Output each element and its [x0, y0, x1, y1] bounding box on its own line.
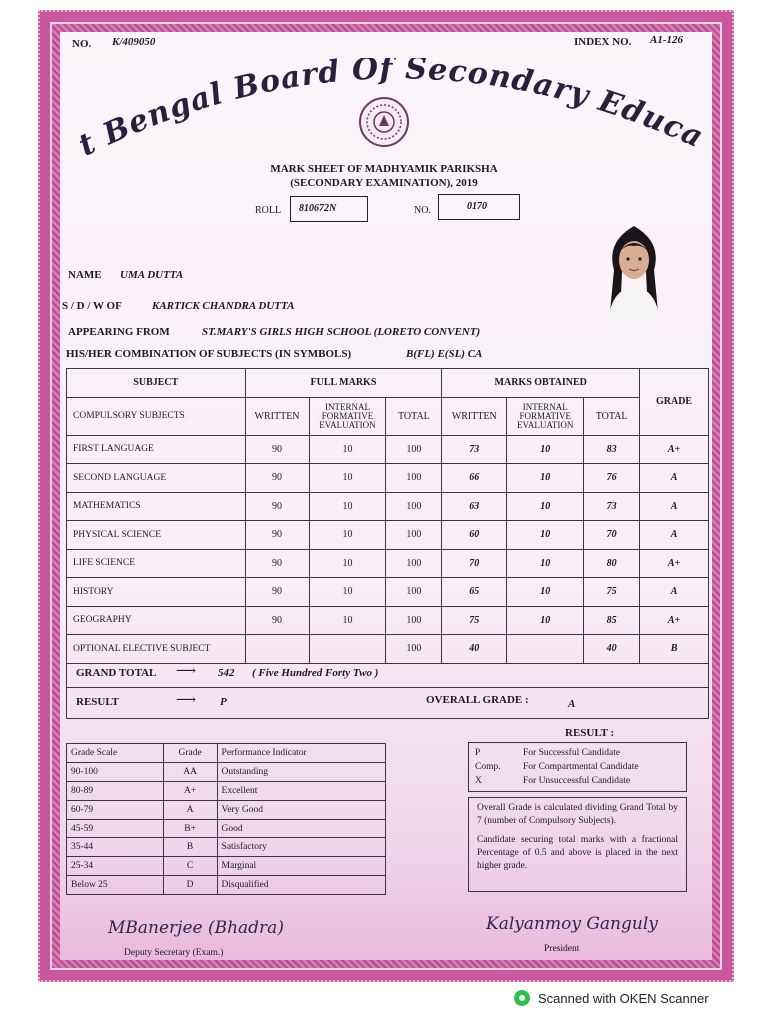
- marks-obtained-header: MARKS OBTAINED: [442, 369, 640, 398]
- grade: A: [640, 464, 709, 493]
- grand-total-label: GRAND TOTAL: [76, 667, 157, 679]
- deputy-secretary-signature: MBanerjee (Bhadra): [108, 918, 284, 938]
- fm-internal-header: INTERNAL FORMATIVE EVALUATION: [309, 397, 386, 435]
- scale-indicator: Marginal: [217, 857, 385, 876]
- roll-no-label: NO.: [414, 205, 431, 216]
- subject-name: LIFE SCIENCE: [67, 549, 246, 578]
- mo-internal: 10: [507, 435, 584, 464]
- grade: A+: [640, 549, 709, 578]
- legend-meaning: For Successful Candidate: [523, 748, 621, 758]
- fm-written: 90: [245, 549, 309, 578]
- mo-internal: 10: [507, 549, 584, 578]
- note-rounding: Candidate securing total marks with a fractional Percentage of 0.5 and above is placed in the next higher grade.: [477, 835, 678, 871]
- subject-name: MATHEMATICS: [67, 492, 246, 521]
- fm-internal: 10: [309, 492, 386, 521]
- fm-internal: 10: [309, 521, 386, 550]
- marks-table: [66, 368, 709, 664]
- grade-scale-row: [67, 781, 386, 800]
- grade: B: [640, 635, 709, 664]
- roll-no-value: 0170: [438, 194, 520, 220]
- grand-total-words: ( Five Hundred Forty Two ): [252, 667, 379, 679]
- grade: A: [640, 492, 709, 521]
- legend-item: [475, 774, 680, 788]
- scale-grade: B+: [163, 819, 217, 838]
- table-header-row: [67, 369, 709, 398]
- subject-name: FIRST LANGUAGE: [67, 435, 246, 464]
- scale-grade: D: [163, 876, 217, 895]
- president-caption: President: [544, 944, 580, 954]
- legend-meaning: For Unsuccessful Candidate: [523, 776, 631, 786]
- board-title-text: t Bengal Board Of Secondary Educa: [73, 58, 709, 164]
- result-arrow: ⟶: [176, 693, 197, 708]
- grade-head: Grade: [163, 744, 217, 763]
- mo-written: 60: [442, 521, 507, 550]
- fm-total: 100: [386, 549, 442, 578]
- scanner-logo-icon: [514, 990, 530, 1006]
- name-value: UMA DUTTA: [120, 269, 184, 281]
- table-row: [67, 492, 709, 521]
- fm-written: 90: [245, 464, 309, 493]
- subject-name: SECOND LANGUAGE: [67, 464, 246, 493]
- scale-indicator: Satisfactory: [217, 838, 385, 857]
- fm-total: 100: [386, 435, 442, 464]
- deputy-secretary-caption: Deputy Secretary (Exam.): [124, 948, 224, 958]
- legend-code: Comp.: [475, 762, 501, 772]
- mo-internal: 10: [507, 606, 584, 635]
- scale-range: Below 25: [67, 876, 164, 895]
- name-label: NAME: [68, 269, 102, 281]
- compulsory-subjects-header: COMPULSORY SUBJECTS: [67, 397, 246, 435]
- scale-grade: B: [163, 838, 217, 857]
- table-row: [67, 549, 709, 578]
- mo-written: 70: [442, 549, 507, 578]
- fm-internal: 10: [309, 464, 386, 493]
- fm-total: 100: [386, 578, 442, 607]
- mo-total: 40: [584, 635, 640, 664]
- grade: A+: [640, 606, 709, 635]
- fm-internal: 10: [309, 578, 386, 607]
- fm-internal: 10: [309, 549, 386, 578]
- totals-divider: [67, 687, 708, 688]
- scale-grade: A: [163, 800, 217, 819]
- fm-internal: 10: [309, 435, 386, 464]
- fm-total-header: TOTAL: [386, 397, 442, 435]
- grade-scale-row: [67, 800, 386, 819]
- scanner-text: Scanned with OKEN Scanner: [538, 991, 709, 1006]
- scale-grade: C: [163, 857, 217, 876]
- mo-written: 73: [442, 435, 507, 464]
- grade-scale-row: [67, 838, 386, 857]
- sheet-title-line1: MARK SHEET OF MADHYAMIK PARIKSHA: [270, 163, 498, 175]
- parent-value: KARTICK CHANDRA DUTTA: [152, 300, 295, 312]
- table-row: [67, 606, 709, 635]
- scale-indicator: Excellent: [217, 781, 385, 800]
- combination-value: B(FL) E(SL) CA: [406, 348, 483, 360]
- grade-scale-row: [67, 857, 386, 876]
- grade-notes: [468, 797, 687, 892]
- roll-value: 810672N: [290, 196, 368, 222]
- mo-total: 75: [584, 578, 640, 607]
- fm-written-header: WRITTEN: [245, 397, 309, 435]
- grade-scale-row: [67, 876, 386, 895]
- mo-internal: 10: [507, 492, 584, 521]
- table-subheader-row: [67, 397, 709, 435]
- scale-grade: AA: [163, 762, 217, 781]
- scale-range: 25-34: [67, 857, 164, 876]
- fm-total: 100: [386, 492, 442, 521]
- grade-scale-header: [67, 744, 386, 763]
- fm-total: 100: [386, 635, 442, 664]
- candidate-photo: [592, 212, 676, 324]
- grade: A+: [640, 435, 709, 464]
- mo-internal-header: INTERNAL FORMATIVE EVALUATION: [507, 397, 584, 435]
- fm-written: 90: [245, 521, 309, 550]
- mo-internal: 10: [507, 521, 584, 550]
- legend-item: [475, 746, 680, 760]
- subject-name: GEOGRAPHY: [67, 606, 246, 635]
- result-value: P: [220, 696, 227, 708]
- scale-range: 60-79: [67, 800, 164, 819]
- table-row: [67, 464, 709, 493]
- legend-meaning: For Compartmental Candidate: [523, 762, 639, 772]
- subject-header: SUBJECT: [67, 369, 246, 398]
- grade: A: [640, 578, 709, 607]
- president-signature: Kalyanmoy Ganguly: [486, 914, 658, 934]
- sheet-title-line2: (SECONDARY EXAMINATION), 2019: [290, 177, 478, 189]
- school-value: ST.MARY'S GIRLS HIGH SCHOOL (LORETO CONVENT): [202, 326, 481, 338]
- fm-written: 90: [245, 606, 309, 635]
- mo-total: 85: [584, 606, 640, 635]
- mo-written: 63: [442, 492, 507, 521]
- result-label: RESULT: [76, 696, 120, 708]
- scanner-watermark: [514, 990, 709, 1006]
- subject-name: OPTIONAL ELECTIVE SUBJECT: [67, 635, 246, 664]
- school-label: APPEARING FROM: [68, 326, 170, 338]
- serial-no-label: NO.: [72, 38, 92, 50]
- scale-grade: A+: [163, 781, 217, 800]
- overall-grade-label: OVERALL GRADE :: [426, 694, 529, 706]
- fm-total: 100: [386, 606, 442, 635]
- grand-total-arrow: ⟶: [176, 664, 197, 679]
- legend-code: X: [475, 776, 482, 786]
- fm-written: 90: [245, 578, 309, 607]
- subject-name: HISTORY: [67, 578, 246, 607]
- index-no-value: A1-126: [650, 34, 683, 46]
- indicator-head: Performance Indicator: [217, 744, 385, 763]
- mo-total: 70: [584, 521, 640, 550]
- grade-scale-head: Grade Scale: [67, 744, 164, 763]
- grade-scale-table: [66, 743, 386, 895]
- parent-label: S / D / W OF: [62, 300, 122, 312]
- note-overall-grade: Overall Grade is calculated dividing Grand Total by 7 (number of Compulsory Subjects).: [477, 803, 678, 826]
- mo-written: 40: [442, 635, 507, 664]
- totals-section: [66, 659, 709, 719]
- table-row: [67, 435, 709, 464]
- mo-total: 83: [584, 435, 640, 464]
- grade-scale-row: [67, 819, 386, 838]
- fm-total: 100: [386, 464, 442, 493]
- full-marks-header: FULL MARKS: [245, 369, 442, 398]
- fm-written: 90: [245, 435, 309, 464]
- result-legend: [468, 742, 687, 792]
- legend-code: P: [475, 748, 481, 758]
- serial-no-value: K/409050: [112, 36, 156, 48]
- mo-written: 65: [442, 578, 507, 607]
- scale-indicator: Very Good: [217, 800, 385, 819]
- scale-indicator: Outstanding: [217, 762, 385, 781]
- scale-indicator: Disqualified: [217, 876, 385, 895]
- overall-grade-value: A: [568, 698, 576, 710]
- scale-indicator: Good: [217, 819, 385, 838]
- mo-total: 80: [584, 549, 640, 578]
- mo-internal: 10: [507, 578, 584, 607]
- fm-total: 100: [386, 521, 442, 550]
- combination-label: HIS/HER COMBINATION OF SUBJECTS (IN SYMBOLS): [66, 348, 352, 360]
- mo-written-header: WRITTEN: [442, 397, 507, 435]
- scale-range: 45-59: [67, 819, 164, 838]
- grade-header: GRADE: [640, 369, 709, 436]
- table-row: [67, 521, 709, 550]
- result-legend-title: RESULT :: [565, 727, 615, 739]
- grade-scale-row: [67, 762, 386, 781]
- roll-label: ROLL: [255, 205, 282, 216]
- board-seal-icon: [358, 96, 410, 148]
- mo-internal: 10: [507, 464, 584, 493]
- mo-total-header: TOTAL: [584, 397, 640, 435]
- subject-name: PHYSICAL SCIENCE: [67, 521, 246, 550]
- legend-item: [475, 760, 680, 774]
- index-no-label: INDEX NO.: [574, 36, 632, 48]
- fm-written: 90: [245, 492, 309, 521]
- table-row: [67, 578, 709, 607]
- grade: A: [640, 521, 709, 550]
- mark-sheet-title: [200, 162, 568, 190]
- grand-total-value: 542: [218, 667, 235, 679]
- scale-range: 90-100: [67, 762, 164, 781]
- mo-total: 76: [584, 464, 640, 493]
- fm-internal: 10: [309, 606, 386, 635]
- scale-range: 80-89: [67, 781, 164, 800]
- mo-total: 73: [584, 492, 640, 521]
- mo-written: 66: [442, 464, 507, 493]
- mo-written: 75: [442, 606, 507, 635]
- scale-range: 35-44: [67, 838, 164, 857]
